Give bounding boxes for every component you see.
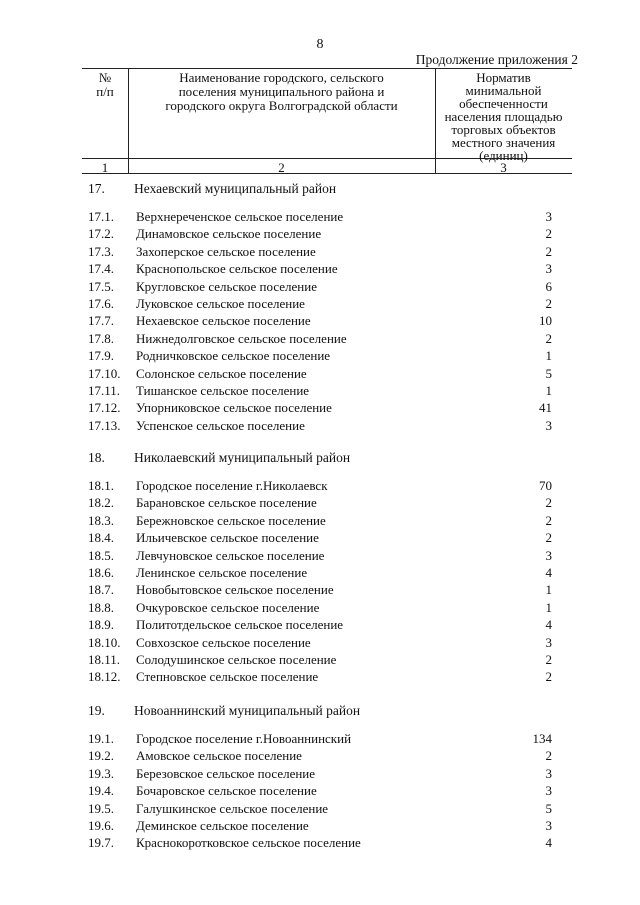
norm-value: 2 [545, 652, 552, 667]
settlement-name: Новобытовское сельское поселение [136, 582, 334, 598]
row-number: 17.2. [88, 226, 114, 242]
settlement-name: Луковское сельское поселение [136, 296, 305, 311]
norm-value: 41 [539, 400, 552, 416]
settlement-name: Упорниковское сельское поселение [136, 400, 332, 416]
settlement-name: Ильичевское сельское поселение [136, 530, 319, 546]
norm-value: 3 [545, 818, 552, 833]
settlement-name: Левчуновское сельское поселение [136, 547, 325, 563]
norm-value: 3 [545, 547, 552, 563]
settlement-name: Очкуровское сельское поселение [136, 599, 320, 615]
settlement-name: Галушкинское сельское поселение [136, 800, 329, 816]
norm-value: 6 [545, 278, 552, 294]
settlement-name: Совхозское сельское поселение [136, 634, 311, 650]
header-col-name: Наименование городского, сельского поселения муниципального района и городского округа Волгоградской области [165, 70, 398, 113]
norm-value: 3 [545, 261, 552, 277]
section-title: Нехаевский муниципальный район [134, 181, 337, 196]
norm-value: 2 [545, 243, 552, 259]
settlement-name: Березовское сельское поселение [136, 765, 316, 781]
settlement-name: Кругловское сельское поселение [136, 278, 317, 294]
settlement-name: Ленинское сельское поселение [136, 565, 308, 580]
norm-value: 3 [545, 209, 552, 224]
norm-value: 4 [545, 835, 552, 851]
settlement-name: Родничковское сельское поселение [136, 348, 331, 364]
row-number: 18.8. [88, 599, 114, 615]
settlement-name: Верхнереченское сельское поселение [136, 209, 344, 224]
norm-value: 1 [545, 383, 552, 398]
row-number: 17.10. [88, 365, 121, 381]
settlement-name: Краснокоротковское сельское поселение [136, 835, 361, 851]
settlement-name: Степновское сельское поселение [136, 669, 319, 685]
norm-value: 5 [545, 800, 552, 816]
settlement-name: Деминское сельское поселение [136, 818, 309, 833]
norm-value: 5 [545, 365, 552, 381]
settlement-name: Нижнедолговское сельское поселение [136, 330, 347, 346]
row-number: 17.12. [88, 400, 121, 416]
row-number: 19.4. [88, 783, 114, 799]
row-number: 17.6. [88, 296, 114, 311]
settlement-name: Тишанское сельское поселение [136, 383, 310, 398]
section-title: Новоаннинский муниципальный район [134, 703, 361, 718]
settlement-name: Бочаровское сельское поселение [136, 783, 317, 799]
row-number: 18.9. [88, 617, 114, 633]
row-number: 17.8. [88, 330, 114, 346]
norm-value: 2 [545, 296, 552, 311]
settlement-name: Успенское сельское поселение [136, 417, 305, 433]
norm-value: 3 [545, 417, 552, 433]
settlement-name: Динамовское сельское поселение [136, 226, 322, 242]
settlement-name: Амовское сельское поселение [136, 748, 302, 764]
norm-value: 2 [545, 226, 552, 242]
row-number: 19.6. [88, 818, 114, 833]
row-number: 17.5. [88, 278, 114, 294]
section-number: 17. [88, 181, 105, 196]
row-number: 18.2. [88, 495, 114, 511]
header-top-border [82, 68, 572, 69]
header-col-norm: Норматив минимальной обеспеченности населения площадью торговых объектов местного значения (единиц) [444, 70, 563, 163]
section-number: 19. [88, 703, 105, 718]
norm-value: 2 [545, 512, 552, 528]
page-number: 8 [316, 37, 324, 52]
norm-value: 134 [532, 731, 552, 746]
row-number: 17.3. [88, 243, 114, 259]
norm-value: 1 [545, 599, 552, 615]
row-number: 18.5. [88, 547, 114, 563]
row-number: 18.11. [88, 652, 121, 667]
row-number: 18.10. [88, 634, 121, 650]
row-number: 19.5. [88, 800, 114, 816]
table-header [82, 68, 572, 174]
norm-value: 2 [545, 530, 552, 546]
settlement-name: Солодушинское сельское поселение [136, 652, 337, 667]
settlement-name: Солонское сельское поселение [136, 365, 307, 381]
row-number: 18.4. [88, 530, 114, 546]
row-number: 18.1. [88, 478, 114, 493]
norm-value: 3 [545, 783, 552, 799]
row-number: 17.13. [88, 417, 121, 433]
norm-value: 4 [545, 565, 552, 580]
row-number: 18.6. [88, 565, 114, 580]
norm-value: 2 [545, 495, 552, 511]
row-number: 18.3. [88, 512, 114, 528]
header-col-number: № п/п [96, 70, 114, 99]
row-number: 19.7. [88, 835, 114, 851]
settlement-name: Нехаевское сельское поселение [136, 313, 311, 329]
settlement-name: Городское поселение г.Новоаннинский [136, 731, 352, 746]
norm-value: 4 [545, 617, 552, 633]
row-number: 17.9. [88, 348, 114, 364]
norm-value: 2 [545, 748, 552, 764]
row-number: 17.1. [88, 209, 114, 224]
continuation-note: Продолжение приложения 2 [415, 52, 578, 67]
norm-value: 2 [545, 330, 552, 346]
section-number: 18. [88, 450, 105, 465]
row-number: 19.1. [88, 731, 114, 746]
settlement-name: Захоперское сельское поселение [136, 243, 316, 259]
settlement-name: Бережновское сельское поселение [136, 512, 326, 528]
norm-value: 1 [545, 348, 552, 364]
section-title: Николаевский муниципальный район [134, 450, 351, 465]
settlement-name: Политотдельское сельское поселение [136, 617, 344, 633]
header-num-3: 3 [500, 160, 507, 175]
row-number: 18.7. [88, 582, 114, 598]
row-number: 17.4. [88, 261, 114, 277]
norm-value: 10 [539, 313, 552, 329]
settlement-name: Краснопольское сельское поселение [136, 261, 338, 277]
norm-value: 3 [545, 765, 552, 781]
settlement-name: Городское поселение г.Николаевск [136, 478, 328, 493]
row-number: 17.11. [88, 383, 121, 398]
norm-value: 70 [539, 478, 552, 493]
header-num-2: 2 [278, 160, 285, 175]
settlement-name: Барановское сельское поселение [136, 495, 317, 511]
row-number: 19.2. [88, 748, 114, 764]
header-num-1: 1 [101, 160, 109, 175]
norm-value: 3 [545, 634, 552, 650]
row-number: 19.3. [88, 765, 114, 781]
row-number: 17.7. [88, 313, 114, 329]
norm-value: 1 [545, 582, 552, 598]
row-number: 18.12. [88, 669, 121, 685]
norm-value: 2 [545, 669, 552, 685]
